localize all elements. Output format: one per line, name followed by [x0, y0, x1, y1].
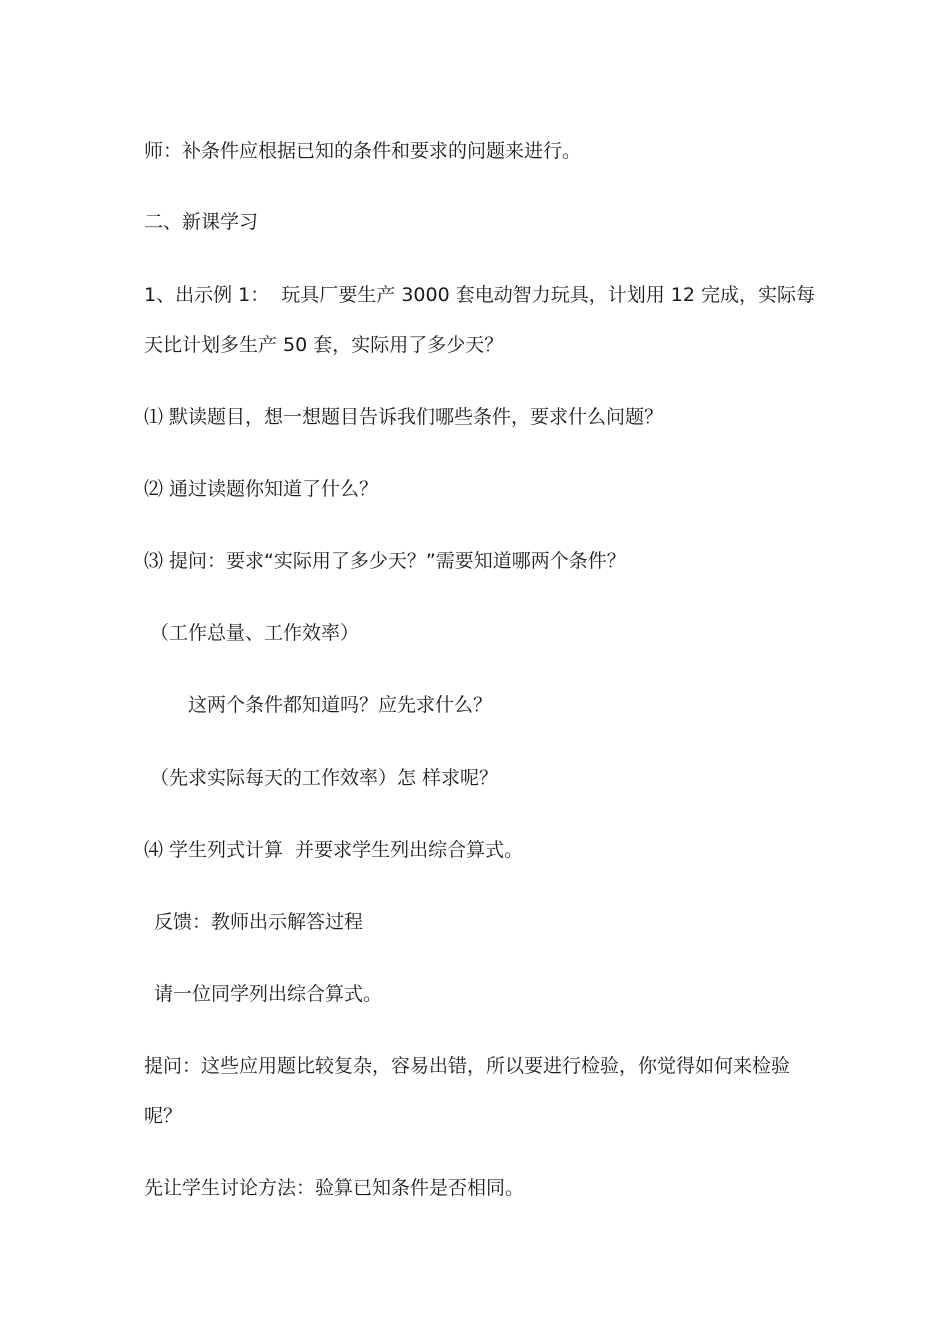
example-problem-line-1: 1、出示例 1： 玩具厂要生产 3000 套电动智力玩具，计划用 12 完成，实际每 — [144, 284, 815, 306]
student-task-line: 请一位同学列出综合算式。 — [154, 983, 383, 1005]
feedback-line: 反馈：教师出示解答过程 — [154, 911, 364, 933]
example-problem-line-2: 天比计划多生产 50 套，实际用了多少天？ — [144, 334, 504, 356]
teacher-note-line: 师：补条件应根据已知的条件和要求的问题来进行。 — [144, 140, 582, 162]
section-heading: 二、新课学习 — [144, 211, 259, 233]
step-4-line: ⑷ 学生列式计算 并要求学生列出综合算式。 — [144, 839, 524, 861]
discussion-line: 先让学生讨论方法：验算已知条件是否相同。 — [144, 1177, 525, 1199]
question-line-2: 呢？ — [144, 1105, 183, 1127]
follow-up-answer-line: （先求实际每天的工作效率）怎 样求呢？ — [150, 767, 499, 789]
answer-note-line: （工作总量、工作效率） — [150, 622, 360, 644]
step-3-line: ⑶ 提问：要求“实际用了多少天？”需要知道哪两个条件？ — [144, 550, 626, 572]
question-line-1: 提问：这些应用题比较复杂，容易出错，所以要进行检验，你觉得如何来检验 — [144, 1055, 791, 1077]
step-1-line: ⑴ 默读题目，想一想题目告诉我们哪些条件，要求什么问题？ — [144, 406, 664, 428]
step-2-line: ⑵ 通过读题你知道了什么？ — [144, 478, 379, 500]
follow-up-question-line: 这两个条件都知道吗？应先求什么？ — [188, 694, 493, 716]
